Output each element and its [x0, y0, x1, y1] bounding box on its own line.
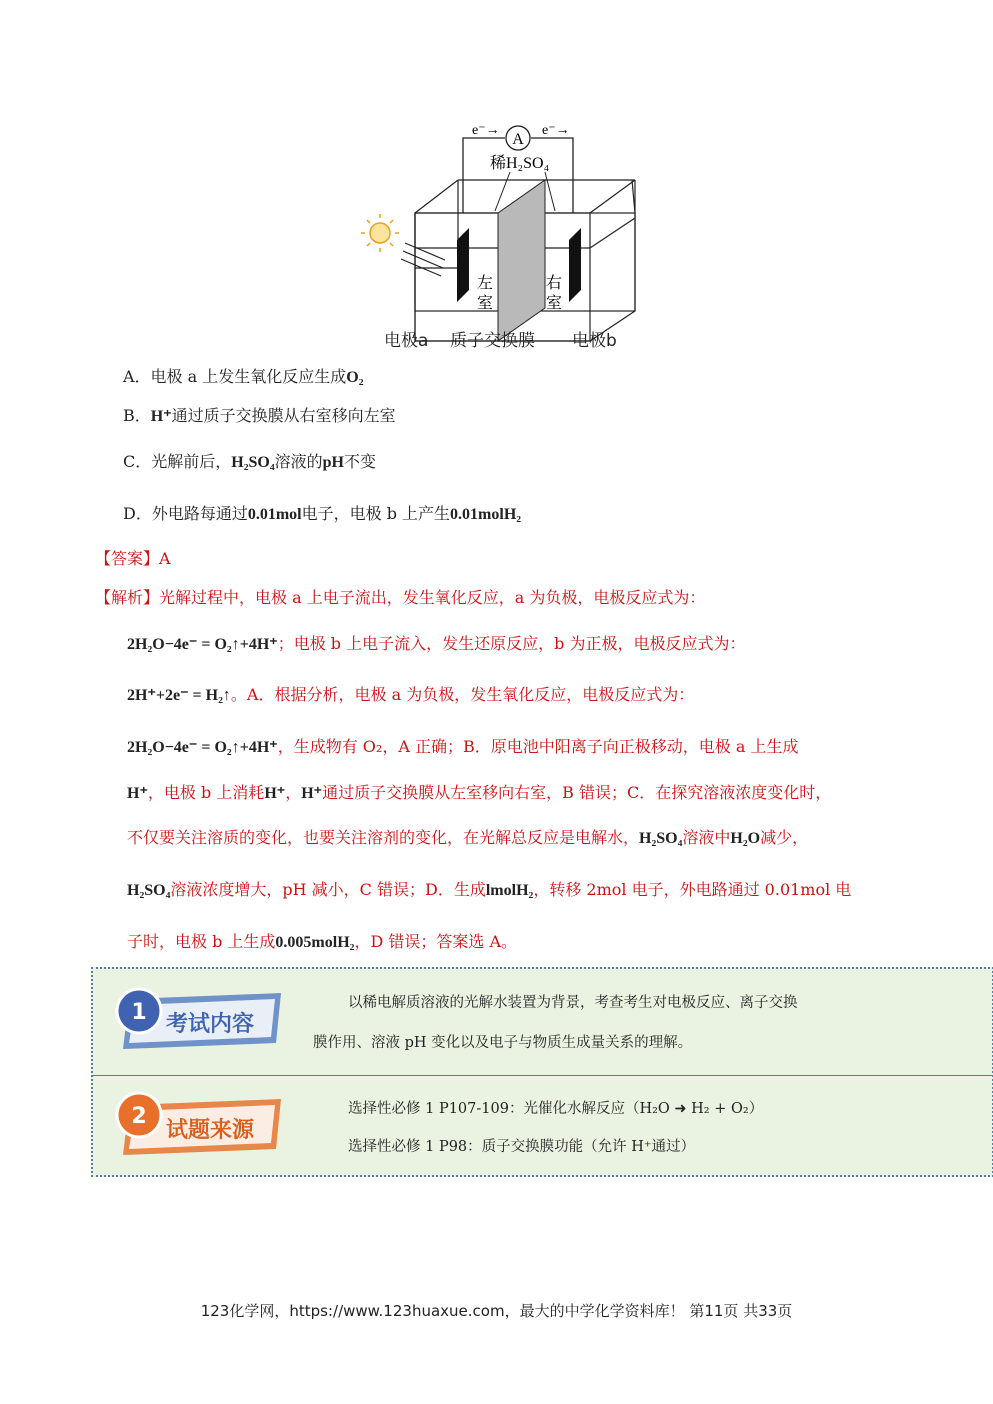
option-c: C．光解前后，H₂SO₄溶液的pH不变 [123, 452, 377, 471]
analysis-line-5: H⁺，电极 b 上消耗H⁺，H⁺通过质子交换膜从左室移向右室，B 错误；C．在探究溶液浓度变化时， [127, 783, 832, 802]
analysis-line-7: H₂SO₄溶液浓度增大，pH 减小，C 错误；D．生成lmolH₂，转移 2mol 电子，外电路通过 0.01mol 电 [127, 880, 852, 899]
info-box [91, 967, 993, 1177]
label-electrode-b: 电极b [572, 331, 617, 351]
left-room-label-2: 室 [477, 293, 494, 312]
electrode-b [569, 228, 581, 302]
proton-membrane [498, 180, 545, 341]
badge1-number: 1 [131, 1000, 147, 1025]
content2-line1: 选择性必修 1 P107-109：光催化水解反应（H₂O ➜ H₂ + O₂） [348, 1101, 764, 1117]
page-footer: 123化学网，https://www.123huaxue.com，最大的中学化学资料库！ 第11页 共33页 [200, 1302, 793, 1320]
electron-left-label: e⁻→ [472, 123, 500, 138]
left-room-label-1: 左 [477, 273, 494, 292]
solution-label: 稀H₂SO₄ [490, 155, 550, 172]
electron-right-label: e⁻→ [542, 123, 570, 138]
content2-line2: 选择性必修 1 P98：质子交换膜功能（允许 H⁺通过） [348, 1139, 696, 1155]
electrode-a [457, 228, 469, 302]
electrolysis-diagram [355, 118, 645, 353]
analysis-line-4: 2H₂O−4e⁻ = O₂↑+4H⁺，生成物有 O₂，A 正确；B．原电池中阳离子向正极移动，电极 a 上生成 [127, 737, 799, 756]
analysis-line-1: 【解析】光解过程中，电极 a 上电子流出，发生氧化反应，a 为负极，电极反应式为： [95, 588, 706, 607]
option-a: A．电极 a 上发生氧化反应生成O₂ [123, 367, 364, 386]
answer: 【答案】A [95, 549, 171, 568]
label-electrode-a: 电极a [384, 331, 429, 351]
analysis-line-8: 子时，电极 b 上生成0.005molH₂，D 错误；答案选 A。 [127, 932, 517, 951]
content1-line2: 膜作用、溶液 pH 变化以及电子与物质生成量关系的理解。 [313, 1035, 693, 1051]
ammeter-label: A [512, 131, 524, 148]
analysis-line-2: 2H₂O−4e⁻ = O₂↑+4H⁺；电极 b 上电子流入，发生还原反应，b 为正极，电极反应式为： [127, 634, 746, 653]
badge-exam-content [111, 985, 286, 1060]
label-membrane: 质子交换膜 [450, 331, 535, 351]
badge1-text: 考试内容 [166, 1012, 255, 1037]
option-d: D．外电路每通过0.01mol电子，电极 b 上产生0.01molH₂ [123, 504, 522, 523]
right-room-label-1: 右 [546, 273, 563, 292]
badge2-number: 2 [131, 1104, 147, 1129]
analysis-line-3: 2H⁺+2e⁻ = H₂↑。A．根据分析，电极 a 为负极，发生氧化反应，电极反应式为： [127, 685, 695, 704]
box-divider [93, 1075, 992, 1076]
content1-line1: 以稀电解质溶液的光解水装置为背景，考查考生对电极反应、离子交换 [348, 995, 798, 1011]
badge2-text: 试题来源 [166, 1118, 255, 1143]
analysis-line-6: 不仅要关注溶质的变化，也要关注溶剂的变化，在光解总反应是电解水，H₂SO₄溶液中H₂O减少， [127, 828, 809, 847]
option-b: B．H⁺通过质子交换膜从右室移向左室 [123, 406, 396, 425]
right-room-label-2: 室 [546, 293, 563, 312]
sun-icon [361, 214, 399, 252]
badge-question-source [111, 1091, 286, 1166]
